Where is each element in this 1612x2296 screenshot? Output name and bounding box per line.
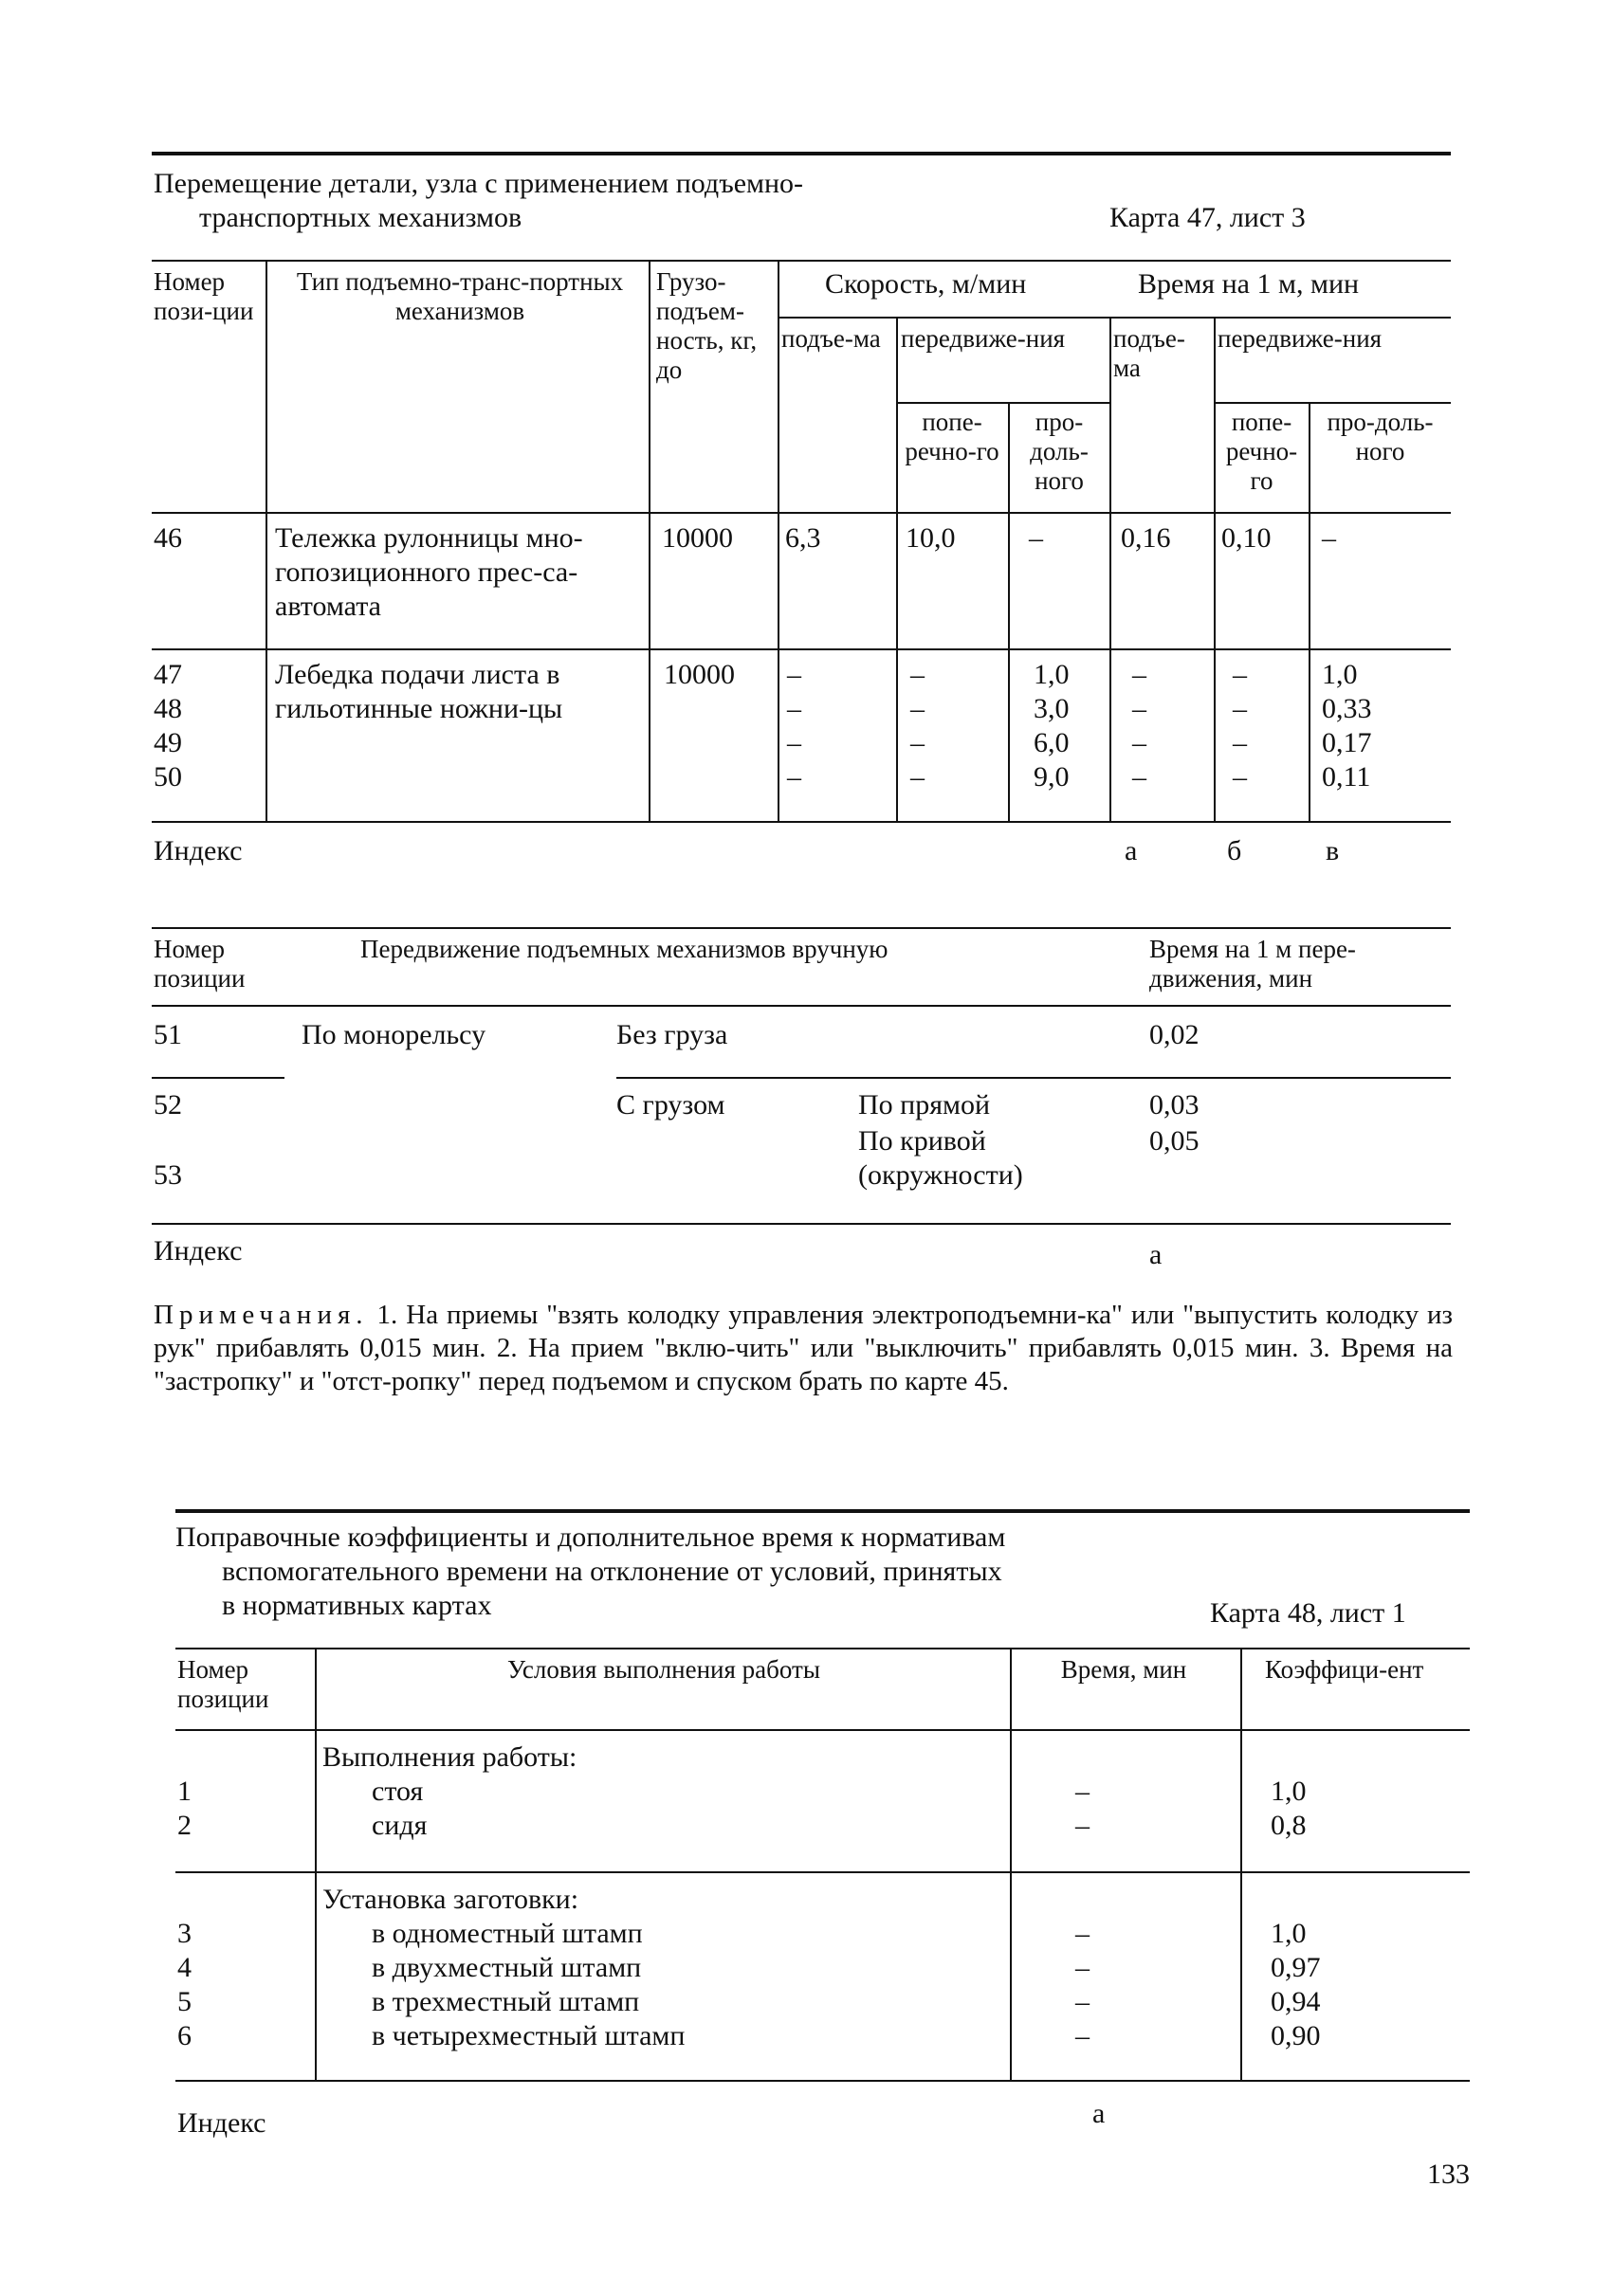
index2-label: Индекс xyxy=(154,1235,243,1266)
table1-vline-5 xyxy=(1008,402,1010,821)
dash: – xyxy=(1132,761,1146,793)
header-type: Тип подъемно-транс-портных механизмов xyxy=(296,267,624,325)
card-47-label: Карта 47, лист 3 xyxy=(1109,202,1306,233)
table2-top-line xyxy=(152,927,1451,929)
row53-path: По кривой (окружности) xyxy=(858,1125,1023,1191)
index-label: Индекс xyxy=(154,835,243,866)
dash: – xyxy=(1233,761,1247,793)
row4-time: – xyxy=(1075,1952,1090,1983)
row47-num: 47 xyxy=(154,659,182,690)
table3-bottom xyxy=(175,2080,1470,2082)
header-speed: Скорость, м/мин xyxy=(825,268,1027,300)
row6-num: 6 xyxy=(177,2020,192,2051)
row52-path: По прямой xyxy=(858,1089,991,1121)
index3-label: Индекс xyxy=(177,2107,266,2139)
dash: – xyxy=(910,659,925,690)
table3-vline-1 xyxy=(315,1648,317,2080)
notes-label: Примечания. xyxy=(154,1300,369,1330)
dash: – xyxy=(787,761,801,793)
row46-long-time: – xyxy=(1322,522,1336,554)
dash: – xyxy=(910,727,925,758)
section1-title-line2: транспортных механизмов xyxy=(199,202,522,233)
section3-title-line1: Поправочные коэффициенты и дополнительное время к нормативам xyxy=(175,1522,1006,1553)
row2-time: – xyxy=(1075,1810,1090,1841)
rows47-50-capacity: 10000 xyxy=(664,659,735,690)
header-long-speed: про-доль-ного xyxy=(1030,408,1089,495)
row4-cond: в двухместный штамп xyxy=(372,1952,642,1983)
dash: – xyxy=(787,659,801,690)
row3-time: – xyxy=(1075,1918,1090,1949)
table1-sub-line2 xyxy=(896,402,1109,404)
row4-num: 4 xyxy=(177,1952,192,1983)
section1-title-line1: Перемещение детали, узла с применением подъемно- xyxy=(154,168,804,199)
row2-num: 2 xyxy=(177,1810,192,1841)
row5-coef: 0,94 xyxy=(1271,1986,1321,2017)
table2-bottom xyxy=(152,1223,1451,1225)
row47-long-speed: 1,0 xyxy=(1034,659,1070,690)
row47-long-time: 1,0 xyxy=(1322,659,1358,690)
index-a: а xyxy=(1125,835,1138,866)
row52-time: 0,03 xyxy=(1149,1089,1200,1121)
table1-row46-bottom xyxy=(152,648,1451,650)
row51-by: По монорельсу xyxy=(302,1019,486,1050)
row46-lift-speed: 6,3 xyxy=(785,522,821,554)
row48-num: 48 xyxy=(154,693,182,724)
table3-vline-2 xyxy=(1010,1648,1012,2080)
row6-cond: в четырехместный штамп xyxy=(372,2020,686,2051)
row49-num: 49 xyxy=(154,727,182,758)
row46-cross-time: 0,10 xyxy=(1221,522,1272,554)
header-lift-speed: подъе-ма xyxy=(781,324,881,353)
t3-header-time: Время, мин xyxy=(1060,1655,1187,1684)
row52-num: 52 xyxy=(154,1089,182,1121)
row53-num: 53 xyxy=(154,1159,182,1191)
dash: – xyxy=(1233,693,1247,724)
row5-num: 5 xyxy=(177,1986,192,2017)
table1-vline-2 xyxy=(649,260,650,821)
section3-title-line3: в нормативных картах xyxy=(222,1590,492,1621)
row46-num: 46 xyxy=(154,522,182,554)
row46-lift-time: 0,16 xyxy=(1121,522,1171,554)
page-number: 133 xyxy=(1427,2159,1470,2190)
row6-time: – xyxy=(1075,2020,1090,2051)
row5-cond: в трехместный штамп xyxy=(372,1986,640,2017)
t2-header-time: Время на 1 м пере-движения, мин xyxy=(1149,935,1356,993)
row51-sep-left xyxy=(152,1077,284,1079)
row51-sep-right xyxy=(616,1077,1451,1079)
row1-coef: 1,0 xyxy=(1271,1776,1307,1807)
row2-coef: 0,8 xyxy=(1271,1810,1307,1841)
header-lift-time: подъе-ма xyxy=(1113,324,1185,382)
t2-header-num: Номер позиции xyxy=(154,935,246,993)
section3-top-rule xyxy=(175,1509,1470,1513)
table1-bottom xyxy=(152,821,1451,823)
row51-load: Без груза xyxy=(616,1019,728,1050)
header-capacity: Грузо-подъем-ность, кг, до xyxy=(656,267,758,384)
table3-group-sep xyxy=(175,1871,1470,1873)
row46-capacity: 10000 xyxy=(662,522,733,554)
top-rule xyxy=(152,152,1451,155)
row3-num: 3 xyxy=(177,1918,192,1949)
row46-long-speed: – xyxy=(1029,522,1043,554)
dash: – xyxy=(1132,727,1146,758)
t2-header-title: Передвижение подъемных механизмов вручную xyxy=(360,935,888,963)
row5-time: – xyxy=(1075,1986,1090,2017)
card-48-label: Карта 48, лист 1 xyxy=(1210,1597,1406,1629)
dash: – xyxy=(910,761,925,793)
row1-time: – xyxy=(1075,1776,1090,1807)
row48-long-time: 0,33 xyxy=(1322,693,1372,724)
row3-coef: 1,0 xyxy=(1271,1918,1307,1949)
row51-num: 51 xyxy=(154,1019,182,1050)
row50-long-time: 0,11 xyxy=(1322,761,1371,793)
row1-num: 1 xyxy=(177,1776,192,1807)
header-move-speed: передвиже-ния xyxy=(901,324,1066,353)
notes-paragraph xyxy=(154,1299,1453,1398)
table3-header-bottom xyxy=(175,1729,1470,1731)
row3-cond: в одноместный штамп xyxy=(372,1918,643,1949)
group2-title: Установка заготовки: xyxy=(322,1884,579,1915)
table3-vline-3 xyxy=(1240,1648,1242,2080)
table1-header-bottom xyxy=(152,512,1451,514)
dash: – xyxy=(1233,727,1247,758)
table1-vline-6 xyxy=(1109,317,1111,821)
table1-sub-line3 xyxy=(1214,402,1451,404)
row52-load: С грузом xyxy=(616,1089,725,1121)
t3-header-num: Номер позиции xyxy=(177,1655,269,1713)
dash: – xyxy=(910,693,925,724)
dash: – xyxy=(787,727,801,758)
dash: – xyxy=(1233,659,1247,690)
header-cross-speed: попе-речно-го xyxy=(905,408,999,465)
rows47-50-type: Лебедка подачи листа в гильотинные ножни-цы xyxy=(275,659,563,724)
index3-a: а xyxy=(1092,2098,1106,2129)
table1-vline-3 xyxy=(778,260,779,821)
table1-vline-1 xyxy=(266,260,267,821)
row46-cross-speed: 10,0 xyxy=(906,522,956,554)
row4-coef: 0,97 xyxy=(1271,1952,1321,1983)
dash: – xyxy=(787,693,801,724)
t3-header-cond: Условия выполнения работы xyxy=(507,1655,820,1684)
header-long-time: про-доль-ного xyxy=(1327,408,1434,465)
table1-vline-7 xyxy=(1214,317,1216,821)
row53-time: 0,05 xyxy=(1149,1125,1200,1157)
notes-text: 1. На приемы "взять колодку управления электроподъемни-ка" или "выпустить колодку из рук" прибавлять 0,015 мин. 2. На прием "вклю-чить" или "выключить" прибавлять 0,015 мин. 3. Время на "застропку" и "отст-ропку" перед подъемом и спуском брать по карте 45. xyxy=(154,1300,1454,1396)
t3-header-coef: Коэффици-ент xyxy=(1265,1655,1424,1684)
table1-vline-4 xyxy=(896,317,898,821)
index-b: б xyxy=(1227,835,1242,866)
row1-cond: стоя xyxy=(372,1776,424,1807)
row51-time: 0,02 xyxy=(1149,1019,1200,1050)
row49-long-speed: 6,0 xyxy=(1034,727,1070,758)
row50-num: 50 xyxy=(154,761,182,793)
section3-title-line2: вспомогательного времени на отклонение от условий, принятых xyxy=(222,1556,1002,1587)
table3-top-line xyxy=(175,1648,1470,1649)
dash: – xyxy=(1132,693,1146,724)
table1-top-line xyxy=(152,260,1451,262)
table1-sub-line xyxy=(778,317,1451,319)
header-cross-time: попе-речно-го xyxy=(1225,408,1298,495)
header-num: Номер пози-ции xyxy=(154,267,254,325)
header-time: Время на 1 м, мин xyxy=(1138,268,1360,300)
group1-title: Выполнения работы: xyxy=(322,1741,577,1773)
dash: – xyxy=(1132,659,1146,690)
index2-a: а xyxy=(1149,1239,1163,1270)
row46-type: Тележка рулонницы мно-гопозиционного прес-са-автомата xyxy=(275,522,583,622)
row49-long-time: 0,17 xyxy=(1322,727,1372,758)
index-c: в xyxy=(1326,835,1340,866)
row6-coef: 0,90 xyxy=(1271,2020,1321,2051)
table2-header-bottom xyxy=(152,1005,1451,1007)
row48-long-speed: 3,0 xyxy=(1034,693,1070,724)
row50-long-speed: 9,0 xyxy=(1034,761,1070,793)
row2-cond: сидя xyxy=(372,1810,428,1841)
table1-vline-8 xyxy=(1309,402,1310,821)
header-move-time: передвиже-ния xyxy=(1218,324,1383,353)
